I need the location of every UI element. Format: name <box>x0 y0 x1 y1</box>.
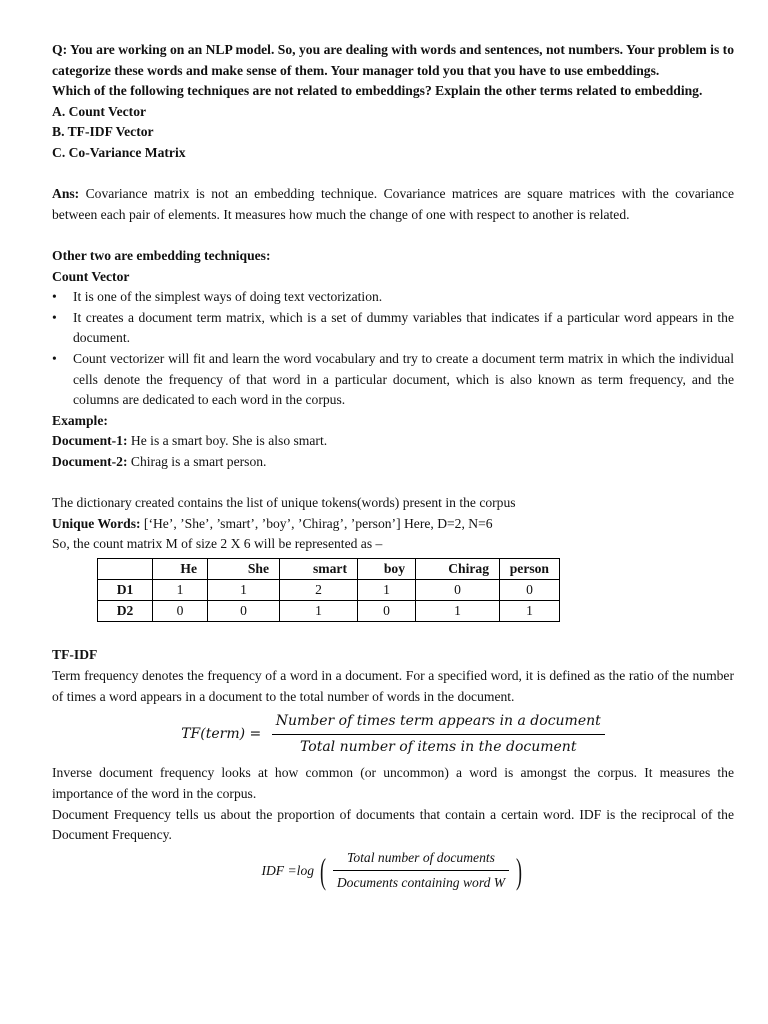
table-cell: 1 <box>208 579 280 600</box>
count-vector-bullets <box>52 287 734 411</box>
answer-paragraph <box>52 184 734 225</box>
question-prompt: Which of the following techniques are not related to embeddings? Explain the other terms related to embedding. <box>52 83 703 99</box>
table-cell: 0 <box>416 579 500 600</box>
table-header-cell <box>98 558 153 579</box>
idf-formula <box>52 848 734 894</box>
idf-text: Inverse document frequency looks at how common (or uncommon) a word is amongst the corpus. It measures the importance of the word in the corpus. <box>52 765 734 801</box>
tf-formula-lhs: TF(term) = <box>181 726 262 743</box>
idf-formula-numerator: Total number of documents <box>333 848 509 872</box>
table-cell: 1 <box>358 579 416 600</box>
table-cell: 2 <box>280 579 358 600</box>
idf-formula-lhs: IDF =log <box>261 862 315 878</box>
table-row <box>98 579 560 600</box>
unique-words-line <box>52 514 734 535</box>
table-header-cell: Chirag <box>416 558 500 579</box>
count-matrix-table <box>97 558 560 622</box>
document-body <box>52 40 734 900</box>
table-cell: 1 <box>153 579 208 600</box>
table-header-cell: He <box>153 558 208 579</box>
example-heading: Example: <box>52 412 108 428</box>
table-cell: 0 <box>153 600 208 621</box>
idf-formula-denominator: Documents containing word W <box>336 875 506 891</box>
bullet-icon: • <box>52 350 57 366</box>
document-1-line <box>52 431 734 452</box>
list-item <box>52 349 734 411</box>
bullet-icon: • <box>52 289 57 305</box>
spacer <box>52 225 734 246</box>
document-2-label: Document-2: <box>52 453 128 469</box>
table-cell: 1 <box>280 600 358 621</box>
unique-words-label: Unique Words: <box>52 515 141 531</box>
df-text: Document Frequency tells us about the proportion of documents that contain a certain word. IDF is the reciprocal of the Document Frequency. <box>52 806 734 843</box>
document-2-line <box>52 452 734 473</box>
option-a: A. Count Vector <box>52 103 147 119</box>
table-row-header: D1 <box>98 579 153 600</box>
list-item <box>52 287 734 308</box>
bullet-text: Count vectorizer will fit and learn the word vocabulary and try to create a document term matrix in which the individual cells denote the frequency of that word in a particular document, which is also known as term frequency, and the columns are dedicated to each word in the corpus. <box>73 350 734 408</box>
question-text: Q: You are working on an NLP model. So, you are dealing with words and sentences, not numbers. Your problem is to categorize these words and make sense of them. Your manager told you that you have to use embeddings. <box>52 42 734 78</box>
spacer <box>52 625 734 646</box>
tf-formula-fraction <box>272 711 605 757</box>
answer-text: Covariance matrix is not an embedding technique. Covariance matrices are square matrices with the covariance between each pair of elements. It measures how much the change of one with respect to another is related. <box>52 186 734 222</box>
table-header-cell: smart <box>280 558 358 579</box>
document-2-text: Chirag is a smart person. <box>127 453 267 469</box>
left-paren-icon: ( <box>320 850 327 891</box>
tfidf-heading: TF-IDF <box>52 647 98 663</box>
tf-formula-denominator: Total number of items in the document <box>300 738 577 755</box>
other-heading: Other two are embedding techniques: <box>52 247 271 263</box>
document-1-label: Document-1: <box>52 433 128 449</box>
dictionary-text: The dictionary created contains the list of unique tokens(words) present in the corpus <box>52 495 516 511</box>
table-header-row <box>98 558 560 579</box>
list-item <box>52 308 734 349</box>
table-header-cell: boy <box>358 558 416 579</box>
table-header-cell: person <box>500 558 560 579</box>
bullet-icon: • <box>52 309 57 325</box>
option-b: B. TF-IDF Vector <box>52 124 154 140</box>
bullet-text: It creates a document term matrix, which is a set of dummy variables that indicates if a particular word appears in the document. <box>73 309 734 346</box>
bullet-text: It is one of the simplest ways of doing text vectorization. <box>73 289 383 305</box>
document-1-text: He is a smart boy. She is also smart. <box>127 433 328 449</box>
option-c: C. Co-Variance Matrix <box>52 144 186 160</box>
unique-words-text: [‘He’, ’She’, ’smart’, ’boy’, ’Chirag’, ’person’] Here, D=2, N=6 <box>140 515 493 531</box>
table-row-header: D2 <box>98 600 153 621</box>
table-cell: 1 <box>500 600 560 621</box>
tf-text: Term frequency denotes the frequency of a word in a document. For a specified word, it is defined as the ratio of the number of times a word appears in a document to the total number of words in the document. <box>52 668 734 704</box>
spacer <box>52 164 734 185</box>
table-cell: 1 <box>416 600 500 621</box>
table-cell: 0 <box>500 579 560 600</box>
right-paren-icon: ) <box>515 850 522 891</box>
table-header-cell: She <box>208 558 280 579</box>
table-row <box>98 600 560 621</box>
answer-label: Ans: <box>52 186 80 202</box>
idf-formula-fraction <box>333 848 509 894</box>
count-vector-heading: Count Vector <box>52 268 130 284</box>
count-matrix-text: So, the count matrix M of size 2 X 6 will be represented as – <box>52 536 383 552</box>
tf-formula-numerator: Number of times term appears in a document <box>272 711 605 735</box>
table-cell: 0 <box>358 600 416 621</box>
table-cell: 0 <box>208 600 280 621</box>
tf-formula <box>52 711 734 757</box>
spacer <box>52 472 734 493</box>
